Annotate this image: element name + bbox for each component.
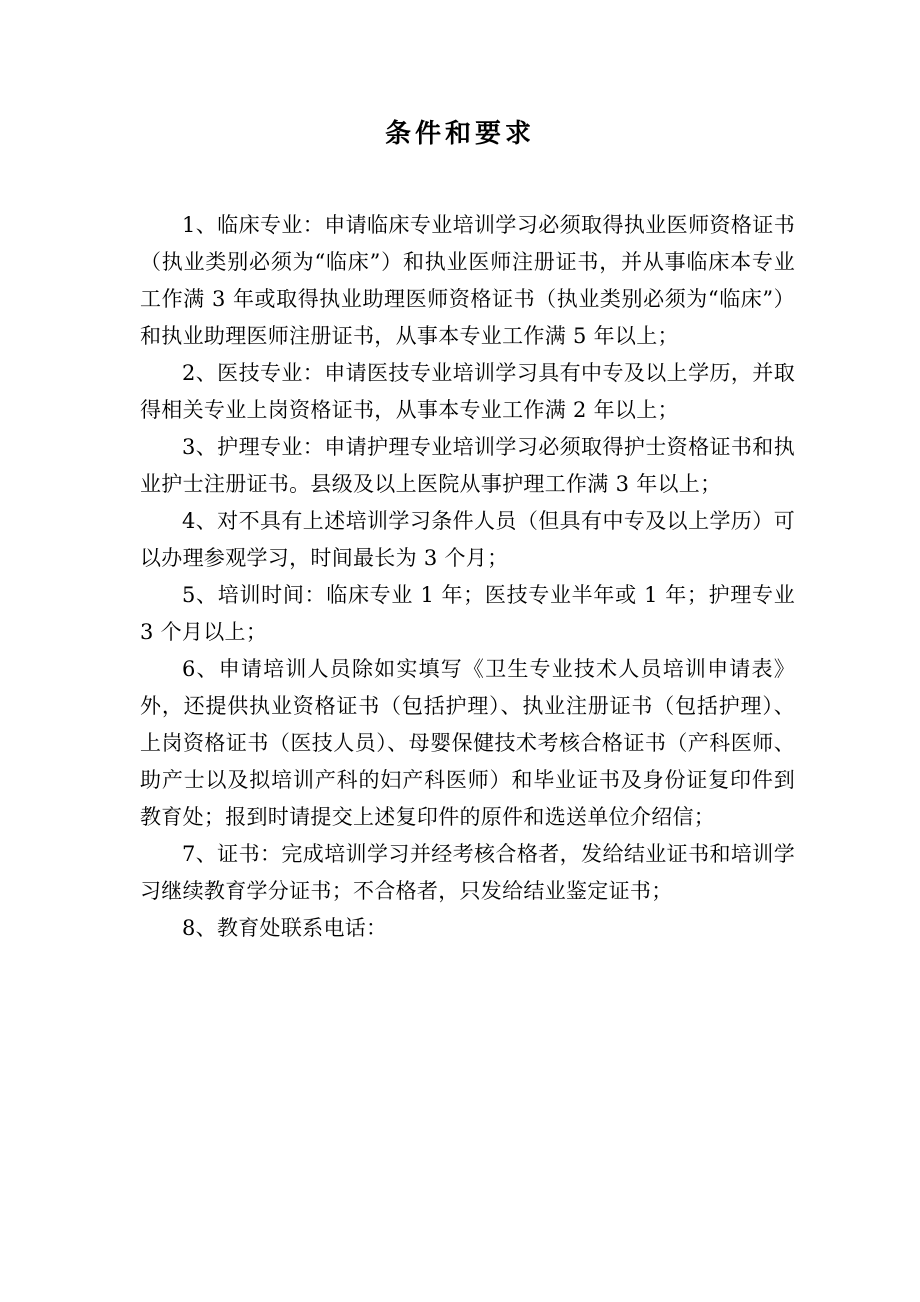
requirement-nursing: 3、护理专业：申请护理专业培训学习必须取得护士资格证书和执业护士注册证书。县级及以上医院从事护理工作满 3 年以上； (140, 435, 795, 496)
requirement-contact-phone: 8、教育处联系电话： (182, 916, 388, 940)
requirements-body (140, 207, 795, 947)
requirement-clinical: 1、临床专业：申请临床专业培训学习必须取得执业医师资格证书（执业类别必须为“临床”）和执业医师注册证书，并从事临床本专业工作满 3 年或取得执业助理医师资格证书（执业类别必须为“临床”）和执业助理医师注册证书，从事本专业工作满 5 年以上； (140, 213, 795, 348)
requirement-certificates: 7、证书：完成培训学习并经考核合格者，发给结业证书和培训学习继续教育学分证书；不合格者，只发给结业鉴定证书； (140, 842, 795, 903)
requirement-training-duration: 5、培训时间：临床专业 1 年；医技专业半年或 1 年；护理专业 3 个月以上； (140, 583, 795, 644)
page-title: 条件和要求 (384, 119, 535, 149)
requirement-visiting-study: 4、对不具有上述培训学习条件人员（但具有中专及以上学历）可以办理参观学习，时间最长为 3 个月； (140, 509, 795, 570)
requirement-medical-technology: 2、医技专业：申请医技专业培训学习具有中专及以上学历，并取得相关专业上岗资格证书，从事本专业工作满 2 年以上； (140, 361, 795, 422)
requirement-application-documents: 6、申请培训人员除如实填写《卫生专业技术人员培训申请表》外，还提供执业资格证书（包括护理）、执业注册证书（包括护理）、上岗资格证书（医技人员）、母婴保健技术考核合格证书（产科医师、助产士以及拟培训产科的妇产科医师）和毕业证书及身份证复印件到教育处；报到时请提交上述复印件的原件和选送单位介绍信； (140, 657, 795, 829)
